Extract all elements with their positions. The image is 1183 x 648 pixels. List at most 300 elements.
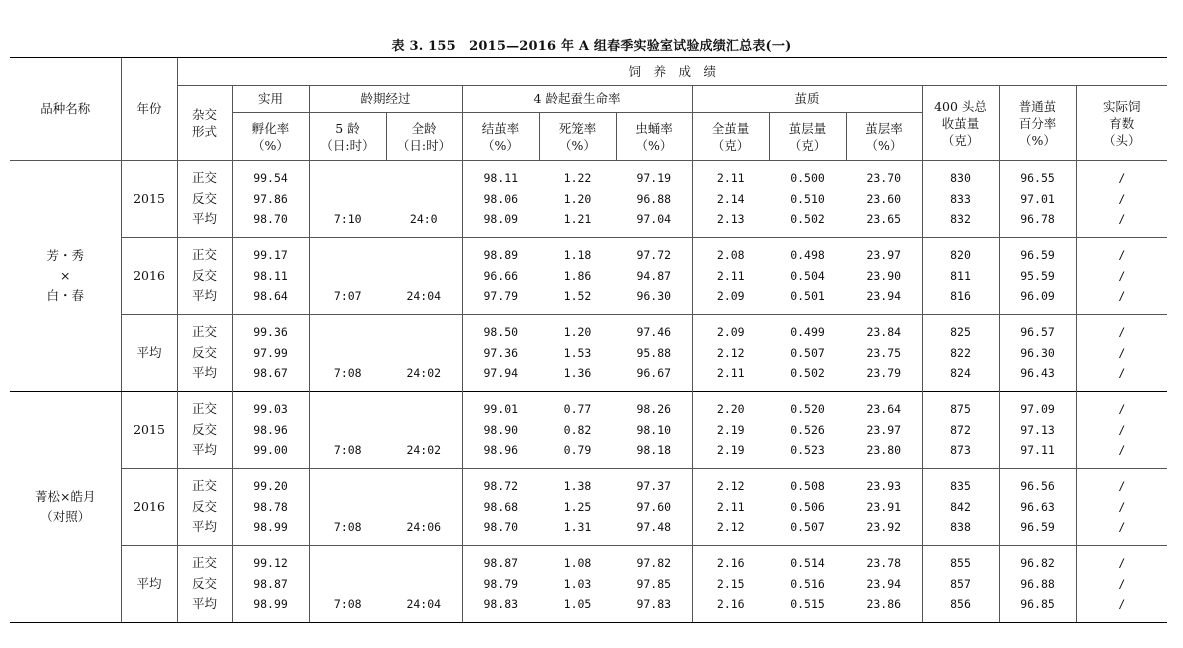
hatch-rate-value: 97.99 (253, 345, 288, 360)
header-variety: 品种名称 (10, 58, 121, 161)
header-cross-form: 杂交 形式 (177, 86, 232, 161)
cross-form-value: 平均 (191, 442, 217, 458)
fifth-instar-value: 7:07 (333, 289, 362, 304)
pupa-rate-value: 97.04 (636, 212, 672, 227)
whole-cocoon-value: 2.19 (716, 443, 745, 458)
full-instar-cell (386, 161, 462, 238)
cross-form-value: 反交 (191, 421, 217, 437)
normal-pct-value: 97.11 (1020, 443, 1055, 458)
cocoon-rate-cell (462, 315, 539, 392)
header-quality: 茧质 (692, 86, 922, 113)
whole-cocoon-cell (692, 546, 769, 623)
header-cocoon-rate: 结茧率 （%） (462, 113, 539, 161)
shell-weight-value: 0.523 (790, 443, 825, 458)
shell-rate-value: 23.64 (866, 402, 902, 417)
normal-pct-cell (999, 161, 1076, 238)
full-instar-cell (386, 315, 462, 392)
header-survival: 4 龄起蚕生命率 (462, 86, 692, 113)
shell-weight-value: 0.516 (790, 576, 825, 591)
dead-cage-cell (539, 238, 616, 315)
cross-form-value: 正交 (191, 478, 217, 494)
cocoon-rate-value: 98.06 (483, 191, 519, 206)
full-instar-value (386, 399, 462, 420)
full-instar-cell (386, 546, 462, 623)
whole-cocoon-cell (692, 392, 769, 469)
header-whole-cocoon: 全茧量 （克） (692, 113, 769, 161)
cross-form-value: 正交 (191, 170, 217, 186)
full-instar-value: 24:06 (406, 520, 442, 535)
normal-pct-value: 96.43 (1020, 366, 1055, 381)
shell-weight-value: 0.507 (790, 345, 825, 360)
cocoon-rate-value: 98.83 (483, 597, 519, 612)
yield400-value: 857 (950, 576, 971, 591)
shell-weight-cell (769, 469, 846, 546)
pupa-rate-value: 98.26 (636, 402, 672, 417)
fifth-instar-cell (309, 315, 386, 392)
fifth-instar-value (310, 399, 387, 420)
yield400-value: 830 (950, 171, 971, 186)
actual-count-value: / (1118, 268, 1126, 283)
actual-count-cell (1076, 315, 1167, 392)
header-shell-rate: 茧层率 （%） (846, 113, 922, 161)
shell-weight-cell (769, 238, 846, 315)
dead-cage-cell (539, 315, 616, 392)
actual-count-value: / (1118, 520, 1126, 535)
header-instar: 龄期经过 (309, 86, 462, 113)
yield400-value: 825 (950, 325, 971, 340)
full-instar-cell (386, 392, 462, 469)
fifth-instar-cell (309, 392, 386, 469)
table-header (10, 58, 1167, 161)
dead-cage-value: 1.31 (563, 520, 592, 535)
year-cell: 2016 (121, 469, 177, 546)
hatch-rate-value: 98.64 (253, 289, 288, 304)
yield400-value: 833 (950, 191, 971, 206)
normal-pct-value: 96.78 (1020, 212, 1055, 227)
shell-rate-value: 23.65 (866, 212, 902, 227)
cocoon-rate-value: 98.90 (483, 422, 519, 437)
hatch-rate-cell (232, 238, 309, 315)
yield400-value: 838 (950, 520, 971, 535)
yield400-value: 816 (950, 289, 971, 304)
header-full-instar: 全龄 （日:时） (386, 113, 462, 161)
cocoon-rate-value: 98.09 (483, 212, 519, 227)
cocoon-rate-value: 98.79 (483, 576, 519, 591)
yield400-value: 856 (950, 597, 971, 612)
pupa-rate-cell (616, 161, 692, 238)
fifth-instar-cell (309, 469, 386, 546)
dead-cage-value: 0.79 (563, 443, 592, 458)
year-cell: 2016 (121, 238, 177, 315)
header-actual-count: 实际饲 育数 （头） (1076, 86, 1167, 161)
dead-cage-value: 0.82 (563, 422, 592, 437)
actual-count-value: / (1118, 248, 1126, 263)
dead-cage-cell (539, 392, 616, 469)
full-instar-value: 24:04 (406, 597, 442, 612)
fifth-instar-value: 7:08 (333, 597, 362, 612)
table-title: 表 3. 155 2015—2016 年 A 组春季实验室试验成绩汇总表(一) (391, 39, 792, 54)
cross-form-value: 反交 (191, 267, 217, 283)
shell-weight-value: 0.502 (790, 366, 825, 381)
full-instar-value (386, 189, 462, 210)
hatch-rate-value: 99.36 (253, 325, 288, 340)
header-yield400: 400 头总 收茧量 （克） (922, 86, 999, 161)
cocoon-rate-value: 97.36 (483, 345, 519, 360)
shell-rate-value: 23.94 (866, 289, 902, 304)
cocoon-rate-value: 97.79 (483, 289, 519, 304)
full-instar-value (386, 476, 462, 497)
actual-count-value: / (1118, 443, 1126, 458)
whole-cocoon-value: 2.16 (716, 597, 745, 612)
header-pupa-rate: 虫蛹率 （%） (616, 113, 692, 161)
year-cell: 平均 (121, 315, 177, 392)
cross-form-value: 平均 (191, 288, 217, 304)
pupa-rate-value: 94.87 (636, 268, 672, 283)
full-instar-value: 24:04 (406, 289, 442, 304)
shell-weight-value: 0.526 (790, 422, 825, 437)
pupa-rate-value: 97.37 (636, 479, 672, 494)
cocoon-rate-cell (462, 392, 539, 469)
header-practical: 实用 (232, 86, 309, 113)
cocoon-rate-value: 96.66 (483, 268, 519, 283)
dead-cage-value: 1.18 (563, 248, 592, 263)
whole-cocoon-value: 2.11 (716, 171, 745, 186)
dead-cage-value: 0.77 (563, 402, 592, 417)
shell-rate-value: 23.75 (866, 345, 902, 360)
yield400-value: 832 (950, 212, 971, 227)
shell-weight-value: 0.500 (790, 171, 825, 186)
full-instar-value (386, 343, 462, 364)
whole-cocoon-value: 2.19 (716, 422, 745, 437)
dead-cage-value: 1.08 (563, 556, 592, 571)
pupa-rate-value: 97.83 (636, 597, 672, 612)
header-shell-weight: 茧层量 （克） (769, 113, 846, 161)
dead-cage-value: 1.53 (563, 345, 592, 360)
table-row (10, 546, 1167, 623)
shell-rate-cell (846, 238, 922, 315)
shell-rate-value: 23.91 (866, 499, 902, 514)
fifth-instar-value (310, 266, 387, 287)
cocoon-rate-value: 98.68 (483, 499, 519, 514)
normal-pct-cell (999, 238, 1076, 315)
full-instar-value: 24:02 (406, 366, 442, 381)
full-instar-cell (386, 238, 462, 315)
yield400-value: 875 (950, 402, 971, 417)
hatch-rate-value: 99.20 (253, 479, 288, 494)
year-cell: 2015 (121, 161, 177, 238)
shell-rate-cell (846, 469, 922, 546)
hatch-rate-value: 98.67 (253, 366, 288, 381)
whole-cocoon-value: 2.11 (716, 366, 745, 381)
cross-form-cell (177, 315, 232, 392)
full-instar-value (386, 553, 462, 574)
yield400-value: 835 (950, 479, 971, 494)
actual-count-cell (1076, 392, 1167, 469)
full-instar-value (386, 420, 462, 441)
whole-cocoon-value: 2.15 (716, 576, 745, 591)
fifth-instar-value (310, 476, 387, 497)
dead-cage-value: 1.22 (563, 171, 592, 186)
yield400-cell (922, 161, 999, 238)
actual-count-cell (1076, 469, 1167, 546)
actual-count-value: / (1118, 556, 1126, 571)
normal-pct-cell (999, 546, 1076, 623)
actual-count-value: / (1118, 325, 1126, 340)
actual-count-value: / (1118, 171, 1126, 186)
fifth-instar-value (310, 189, 387, 210)
yield400-value: 872 (950, 422, 971, 437)
shell-weight-value: 0.507 (790, 520, 825, 535)
dead-cage-value: 1.20 (563, 325, 592, 340)
whole-cocoon-value: 2.08 (716, 248, 745, 263)
hatch-rate-value: 99.03 (253, 402, 288, 417)
normal-pct-value: 96.57 (1020, 325, 1055, 340)
shell-rate-value: 23.94 (866, 576, 902, 591)
cross-form-value: 正交 (191, 401, 217, 417)
full-instar-value: 24:02 (406, 443, 442, 458)
cocoon-rate-value: 98.72 (483, 479, 519, 494)
shell-weight-value: 0.508 (790, 479, 825, 494)
actual-count-cell (1076, 161, 1167, 238)
whole-cocoon-value: 2.13 (716, 212, 745, 227)
normal-pct-value: 96.59 (1020, 248, 1055, 263)
shell-rate-value: 23.70 (866, 171, 902, 186)
yield400-value: 842 (950, 499, 971, 514)
yield400-cell (922, 392, 999, 469)
normal-pct-cell (999, 315, 1076, 392)
table-row (10, 238, 1167, 315)
whole-cocoon-value: 2.11 (716, 268, 745, 283)
pupa-rate-value: 96.67 (636, 366, 672, 381)
header-hatch-rate: 孵化率 （%） (232, 113, 309, 161)
cocoon-rate-cell (462, 469, 539, 546)
full-instar-value (386, 497, 462, 518)
shell-weight-value: 0.499 (790, 325, 825, 340)
cross-form-cell (177, 392, 232, 469)
table-row (10, 161, 1167, 238)
cross-form-cell (177, 238, 232, 315)
shell-rate-value: 23.86 (866, 597, 902, 612)
cocoon-rate-value: 98.96 (483, 443, 519, 458)
normal-pct-cell (999, 469, 1076, 546)
pupa-rate-value: 95.88 (636, 345, 672, 360)
shell-rate-cell (846, 315, 922, 392)
variety-name: 芳・秀 × 白・春 (10, 161, 121, 392)
hatch-rate-value: 98.78 (253, 499, 288, 514)
yield400-value: 873 (950, 443, 971, 458)
normal-pct-value: 96.59 (1020, 520, 1055, 535)
yield400-value: 824 (950, 366, 971, 381)
table-row (10, 469, 1167, 546)
whole-cocoon-value: 2.09 (716, 325, 745, 340)
whole-cocoon-value: 2.20 (716, 402, 745, 417)
hatch-rate-cell (232, 469, 309, 546)
fifth-instar-value (310, 553, 387, 574)
cross-form-value: 反交 (191, 190, 217, 206)
actual-count-value: / (1118, 289, 1126, 304)
hatch-rate-cell (232, 392, 309, 469)
normal-pct-value: 96.09 (1020, 289, 1055, 304)
pupa-rate-value: 98.10 (636, 422, 672, 437)
actual-count-value: / (1118, 597, 1126, 612)
fifth-instar-value (310, 245, 387, 266)
pupa-rate-value: 97.82 (636, 556, 672, 571)
normal-pct-value: 96.82 (1020, 556, 1055, 571)
cocoon-rate-value: 98.70 (483, 520, 519, 535)
shell-weight-value: 0.510 (790, 191, 825, 206)
normal-pct-value: 96.55 (1020, 171, 1055, 186)
dead-cage-cell (539, 161, 616, 238)
shell-weight-cell (769, 392, 846, 469)
fifth-instar-value (310, 574, 387, 595)
normal-pct-value: 96.63 (1020, 499, 1055, 514)
fifth-instar-cell (309, 546, 386, 623)
actual-count-value: / (1118, 422, 1126, 437)
dead-cage-value: 1.38 (563, 479, 592, 494)
pupa-rate-value: 97.46 (636, 325, 672, 340)
whole-cocoon-value: 2.11 (716, 499, 745, 514)
yield400-value: 811 (950, 268, 971, 283)
shell-weight-value: 0.520 (790, 402, 825, 417)
whole-cocoon-cell (692, 315, 769, 392)
normal-pct-value: 96.88 (1020, 576, 1055, 591)
shell-weight-value: 0.515 (790, 597, 825, 612)
cross-form-cell (177, 469, 232, 546)
year-cell: 平均 (121, 546, 177, 623)
hatch-rate-cell (232, 161, 309, 238)
shell-rate-value: 23.93 (866, 479, 902, 494)
full-instar-value: 24:0 (409, 212, 438, 227)
cross-form-value: 正交 (191, 555, 217, 571)
dead-cage-value: 1.21 (563, 212, 592, 227)
cross-form-value: 正交 (191, 324, 217, 340)
shell-weight-value: 0.514 (790, 556, 825, 571)
yield400-value: 855 (950, 556, 971, 571)
cocoon-rate-value: 98.11 (483, 171, 519, 186)
shell-weight-value: 0.506 (790, 499, 825, 514)
cocoon-rate-value: 98.89 (483, 248, 519, 263)
whole-cocoon-cell (692, 161, 769, 238)
hatch-rate-value: 98.11 (253, 268, 288, 283)
table-row (10, 392, 1167, 469)
shell-rate-value: 23.90 (866, 268, 902, 283)
yield400-cell (922, 546, 999, 623)
actual-count-value: / (1118, 499, 1126, 514)
normal-pct-value: 95.59 (1020, 268, 1055, 283)
hatch-rate-value: 99.00 (253, 443, 288, 458)
yield400-cell (922, 238, 999, 315)
cross-form-value: 平均 (191, 519, 217, 535)
yield400-cell (922, 469, 999, 546)
shell-rate-value: 23.97 (866, 422, 902, 437)
dead-cage-value: 1.86 (563, 268, 592, 283)
cocoon-rate-value: 99.01 (483, 402, 519, 417)
whole-cocoon-value: 2.09 (716, 289, 745, 304)
normal-pct-cell (999, 392, 1076, 469)
dead-cage-value: 1.52 (563, 289, 592, 304)
shell-rate-value: 23.60 (866, 191, 902, 206)
normal-pct-value: 96.56 (1020, 479, 1055, 494)
header-normal-pct: 普通茧 百分率 （%） (999, 86, 1076, 161)
dead-cage-cell (539, 469, 616, 546)
table-body (10, 161, 1167, 623)
fifth-instar-value (310, 322, 387, 343)
dead-cage-value: 1.36 (563, 366, 592, 381)
cocoon-rate-cell (462, 161, 539, 238)
full-instar-value (386, 266, 462, 287)
full-instar-value (386, 245, 462, 266)
full-instar-value (386, 574, 462, 595)
pupa-rate-value: 97.85 (636, 576, 672, 591)
cocoon-rate-cell (462, 238, 539, 315)
shell-rate-cell (846, 392, 922, 469)
table-row (10, 315, 1167, 392)
actual-count-value: / (1118, 576, 1126, 591)
header-fifth-instar: 5 龄 （日:时） (309, 113, 386, 161)
whole-cocoon-value: 2.12 (716, 520, 745, 535)
fifth-instar-value (310, 420, 387, 441)
cross-form-value: 平均 (191, 365, 217, 381)
pupa-rate-cell (616, 546, 692, 623)
whole-cocoon-value: 2.16 (716, 556, 745, 571)
shell-rate-value: 23.79 (866, 366, 902, 381)
shell-rate-cell (846, 161, 922, 238)
shell-weight-value: 0.502 (790, 212, 825, 227)
cocoon-rate-value: 98.50 (483, 325, 519, 340)
shell-rate-value: 23.80 (866, 443, 902, 458)
actual-count-cell (1076, 238, 1167, 315)
hatch-rate-value: 98.99 (253, 597, 288, 612)
dead-cage-cell (539, 546, 616, 623)
hatch-rate-value: 99.17 (253, 248, 288, 263)
actual-count-cell (1076, 546, 1167, 623)
whole-cocoon-cell (692, 469, 769, 546)
shell-weight-cell (769, 315, 846, 392)
variety-name: 菁松×皓月 （对照） (10, 392, 121, 623)
full-instar-cell (386, 469, 462, 546)
actual-count-value: / (1118, 479, 1126, 494)
pupa-rate-value: 97.48 (636, 520, 672, 535)
shell-weight-cell (769, 161, 846, 238)
actual-count-value: / (1118, 191, 1126, 206)
actual-count-value: / (1118, 402, 1126, 417)
hatch-rate-value: 98.70 (253, 212, 288, 227)
cocoon-rate-value: 97.94 (483, 366, 519, 381)
dead-cage-value: 1.03 (563, 576, 592, 591)
cocoon-rate-value: 98.87 (483, 556, 519, 571)
cross-form-cell (177, 161, 232, 238)
yield400-cell (922, 315, 999, 392)
pupa-rate-value: 97.72 (636, 248, 672, 263)
shell-rate-value: 23.78 (866, 556, 902, 571)
hatch-rate-value: 98.87 (253, 576, 288, 591)
shell-rate-value: 23.92 (866, 520, 902, 535)
dead-cage-value: 1.05 (563, 597, 592, 612)
header-dead-cage: 死笼率 （%） (539, 113, 616, 161)
hatch-rate-value: 97.86 (253, 191, 288, 206)
pupa-rate-value: 98.18 (636, 443, 672, 458)
whole-cocoon-cell (692, 238, 769, 315)
pupa-rate-cell (616, 469, 692, 546)
hatch-rate-value: 98.96 (253, 422, 288, 437)
normal-pct-value: 97.13 (1020, 422, 1055, 437)
pupa-rate-value: 96.88 (636, 191, 672, 206)
actual-count-value: / (1118, 345, 1126, 360)
fifth-instar-value (310, 343, 387, 364)
cross-form-value: 反交 (191, 498, 217, 514)
normal-pct-value: 97.01 (1020, 191, 1055, 206)
cross-form-cell (177, 546, 232, 623)
